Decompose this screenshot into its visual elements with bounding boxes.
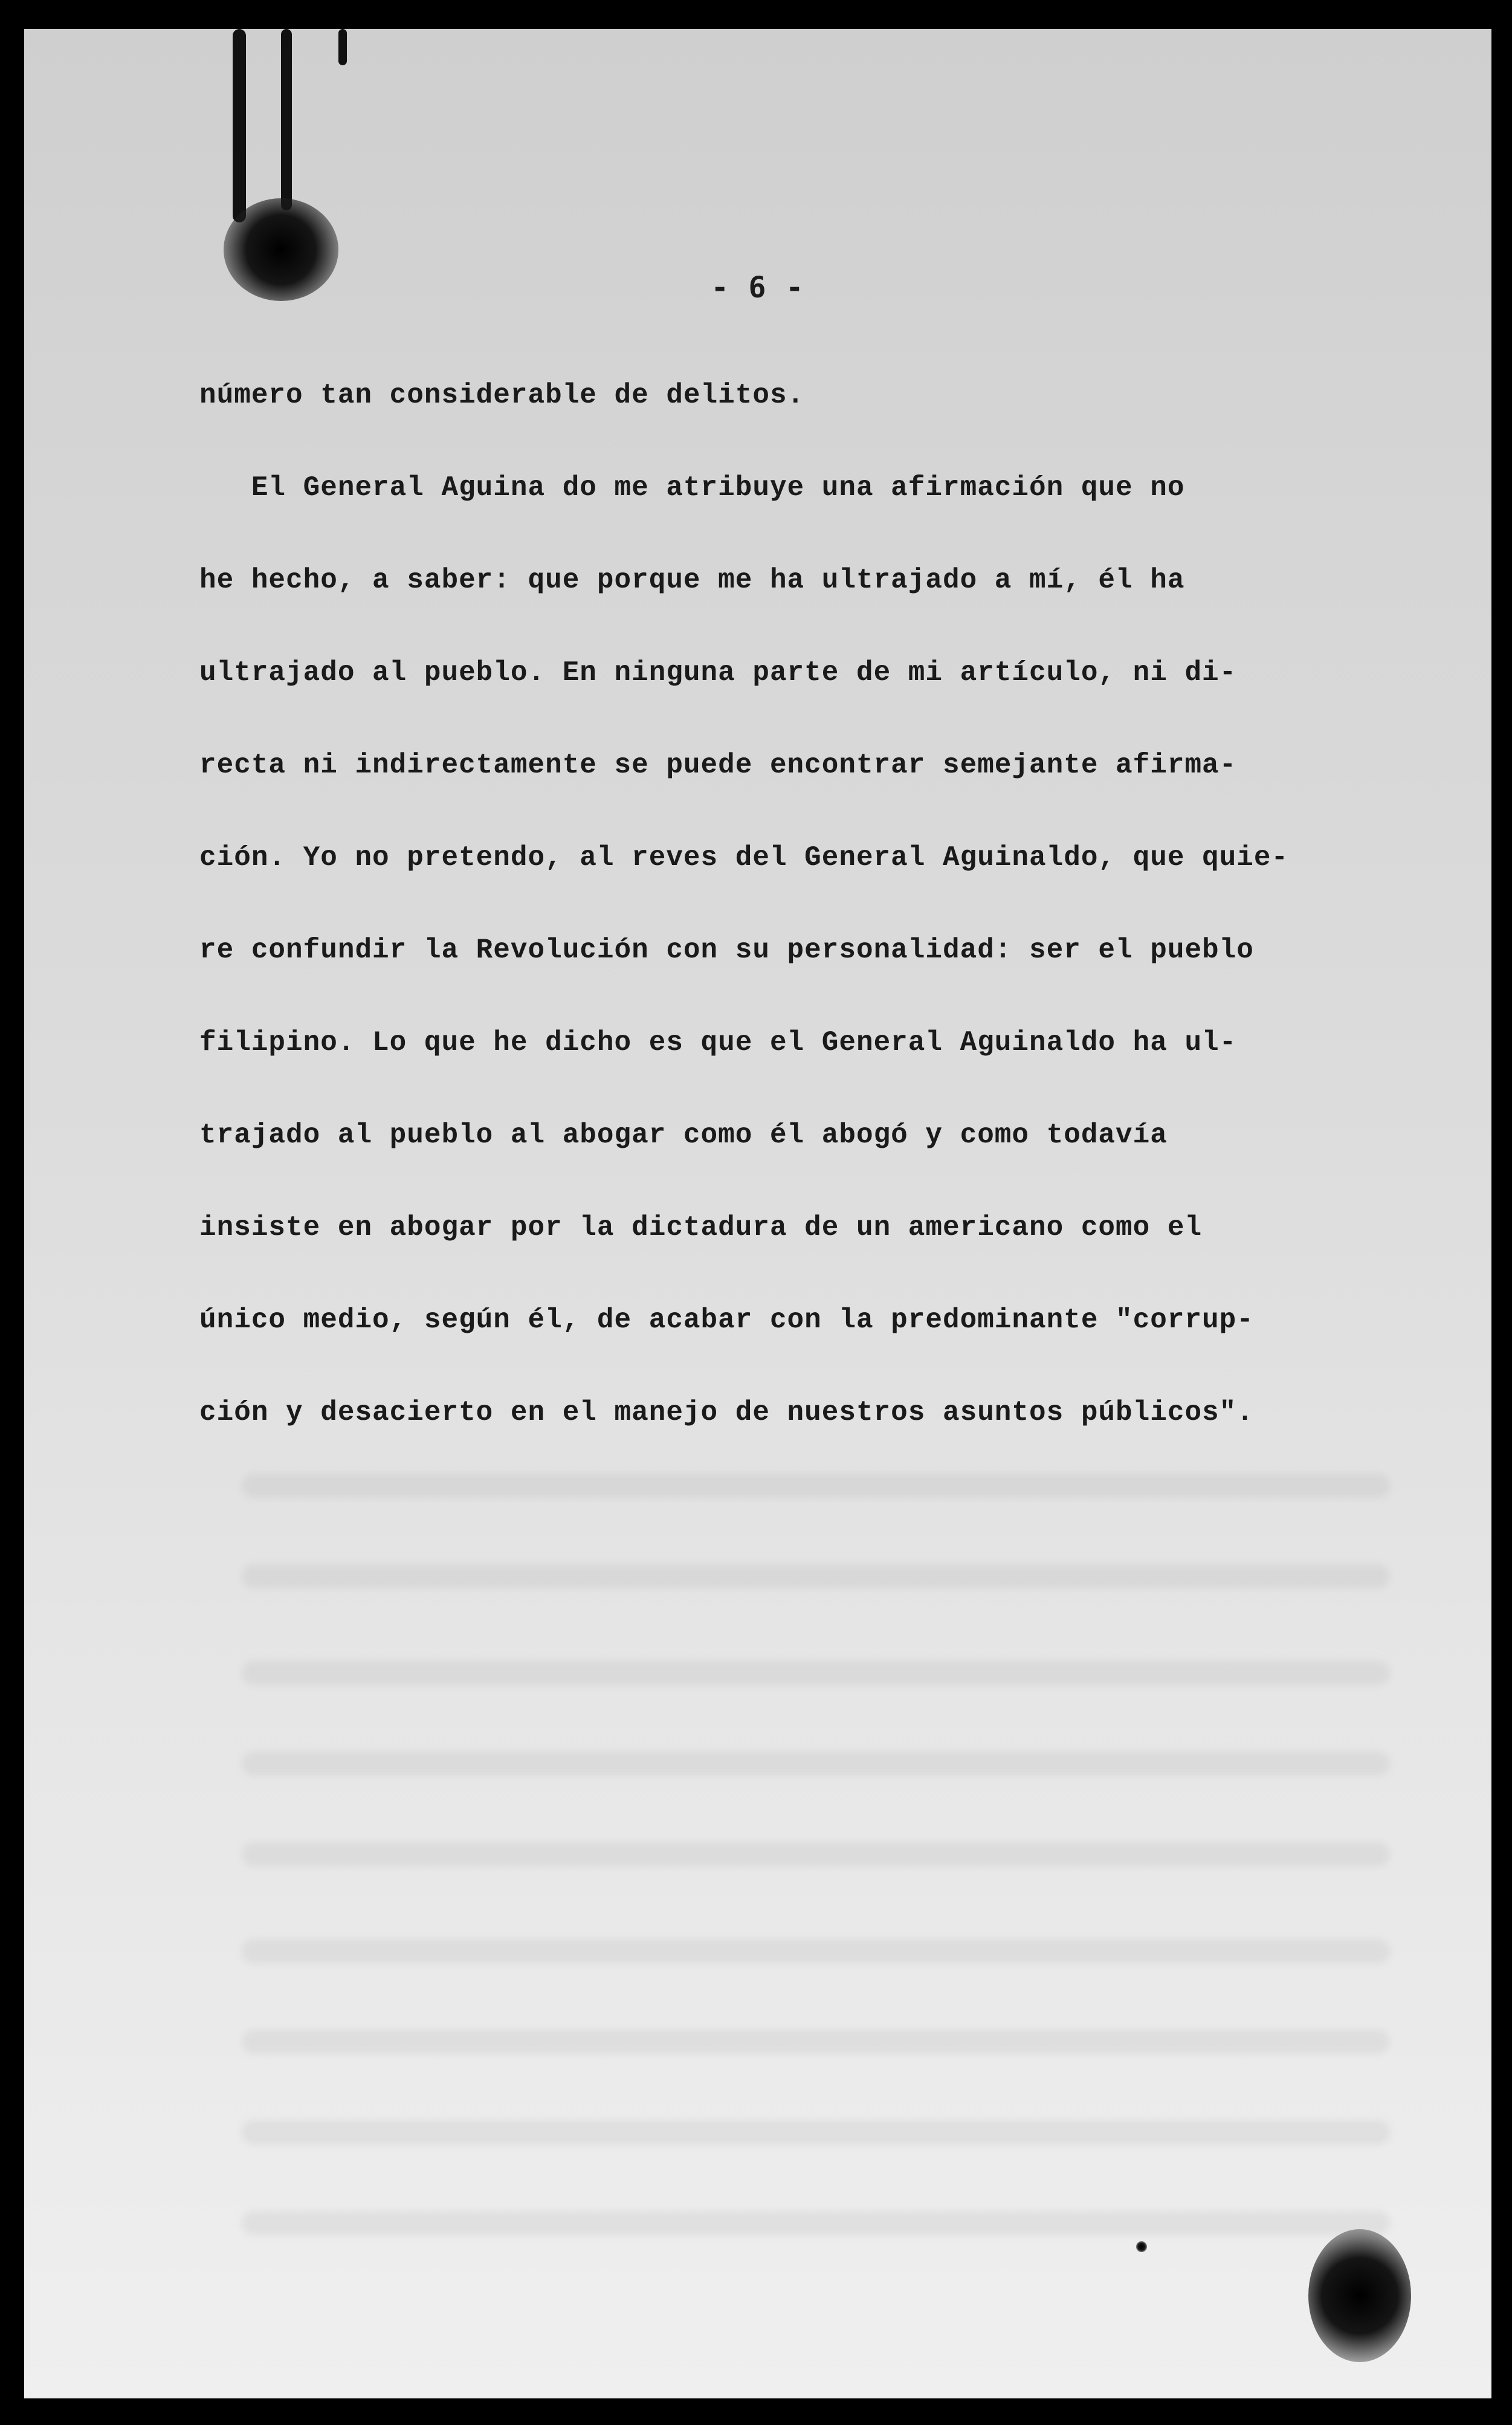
- ink-drip: [233, 29, 246, 222]
- text-line: ción y desacierto en el manejo de nuestros asuntos públicos".: [199, 1397, 1254, 1428]
- bleed-through-shade: [242, 1661, 1390, 1685]
- bleed-through-shade: [242, 2211, 1390, 2235]
- text-line: re confundir la Revolución con su personalidad: ser el pueblo: [199, 934, 1254, 966]
- text-line: he hecho, a saber: que porque me ha ultrajado a mí, él ha: [199, 565, 1185, 596]
- ink-drip: [338, 29, 347, 65]
- ink-speck: [1136, 2241, 1147, 2252]
- typewritten-page: [24, 29, 1491, 2398]
- text-line: El General Aguina do me atribuye una afirmación que no: [199, 472, 1185, 503]
- text-line: ultrajado al pueblo. En ninguna parte de mi artículo, ni di-: [199, 657, 1237, 688]
- bleed-through-shade: [242, 1842, 1390, 1867]
- text-line: trajado al pueblo al abogar como él abogó y como todavía: [199, 1119, 1168, 1151]
- bleed-through-shade: [242, 2030, 1390, 2054]
- bleed-through-shade: [242, 1752, 1390, 1776]
- bleed-through-shade: [242, 1474, 1390, 1498]
- text-line: número tan considerable de delitos.: [199, 380, 805, 411]
- text-line: único medio, según él, de acabar con la predominante "corrup-: [199, 1304, 1254, 1336]
- bleed-through-shade: [242, 2120, 1390, 2145]
- ink-blot: [1308, 2229, 1411, 2362]
- text-line: ción. Yo no pretendo, al reves del General Aguinaldo, que quie-: [199, 842, 1289, 873]
- text-line: filipino. Lo que he dicho es que el General Aguinaldo ha ul-: [199, 1027, 1237, 1058]
- ink-drip: [281, 29, 292, 210]
- bleed-through-shade: [242, 1564, 1390, 1588]
- body-paragraphs: [199, 349, 1378, 1459]
- page-number: - 6 -: [711, 271, 805, 305]
- text-line: recta ni indirectamente se puede encontrar semejante afirma-: [199, 750, 1237, 781]
- bleed-through-shade: [242, 1939, 1390, 1963]
- text-line: insiste en abogar por la dictadura de un americano como el: [199, 1212, 1203, 1243]
